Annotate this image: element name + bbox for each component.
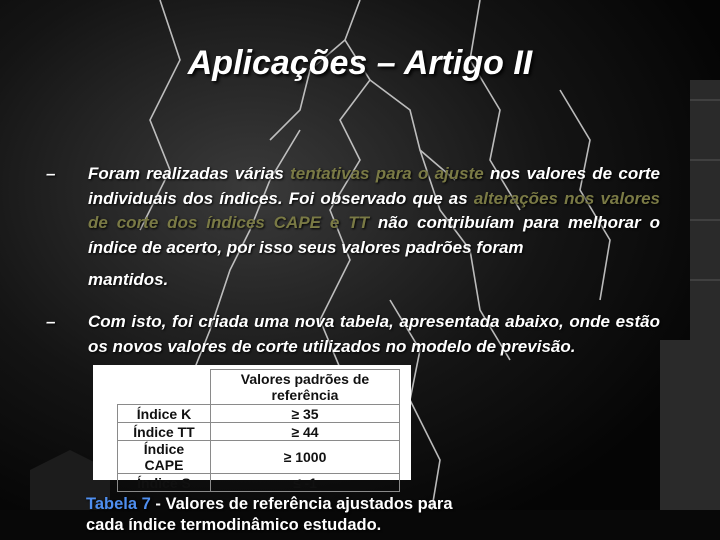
bullet-dash: – (46, 164, 56, 183)
table-row (118, 441, 400, 474)
table-row (118, 405, 400, 423)
text-segment: Foram realizadas várias (88, 164, 291, 183)
index-name-cell: Índice S (118, 474, 211, 492)
index-value-cell: ≥ 35 (211, 405, 400, 423)
index-name-cell: Índice TT (118, 423, 211, 441)
table-row (118, 474, 400, 492)
bullet-item-2 (46, 310, 666, 370)
caption-label: Tabela 7 (86, 495, 151, 513)
caption-text: - Valores de referência ajustados para cada índice termodinâmico estudado. (86, 495, 453, 534)
table-header-row (118, 370, 400, 405)
bullet-text-1 (88, 162, 660, 293)
text-segment: não contribuíam para melhorar o índice de acerto, por isso seus valores padrões foram (88, 213, 660, 257)
bullet-dash: – (46, 312, 56, 331)
index-value-cell: ≤ -1 (211, 474, 400, 492)
table-caption (86, 494, 486, 536)
table-header-cell: Valores padrões de referência (211, 370, 400, 405)
table-corner-cell (118, 370, 211, 405)
highlighted-text: alterações nos valores de corte dos índices CAPE e TT (88, 188, 660, 232)
highlighted-text: tentativas para o ajuste (290, 164, 484, 183)
bullet-item-1 (46, 162, 666, 289)
index-value-cell: ≥ 1000 (211, 441, 400, 474)
index-value-cell: ≥ 44 (211, 423, 400, 441)
bullet-last-line: mantidos. (88, 270, 169, 289)
index-name-cell: Índice CAPE (118, 441, 211, 474)
table-row (118, 423, 400, 441)
bullet-text-2: Com isto, foi criada uma nova tabela, apresentada abaixo, onde estão os novos valores de corte utilizados no modelo de previsão. (88, 312, 660, 356)
slide-title: Aplicações – Artigo II (187, 44, 533, 82)
reference-values-table (117, 369, 400, 492)
index-name-cell: Índice K (118, 405, 211, 423)
text-segment: nos valores de corte individuais dos índices. Foi observado que as (88, 164, 660, 208)
reference-table-image (93, 365, 411, 491)
